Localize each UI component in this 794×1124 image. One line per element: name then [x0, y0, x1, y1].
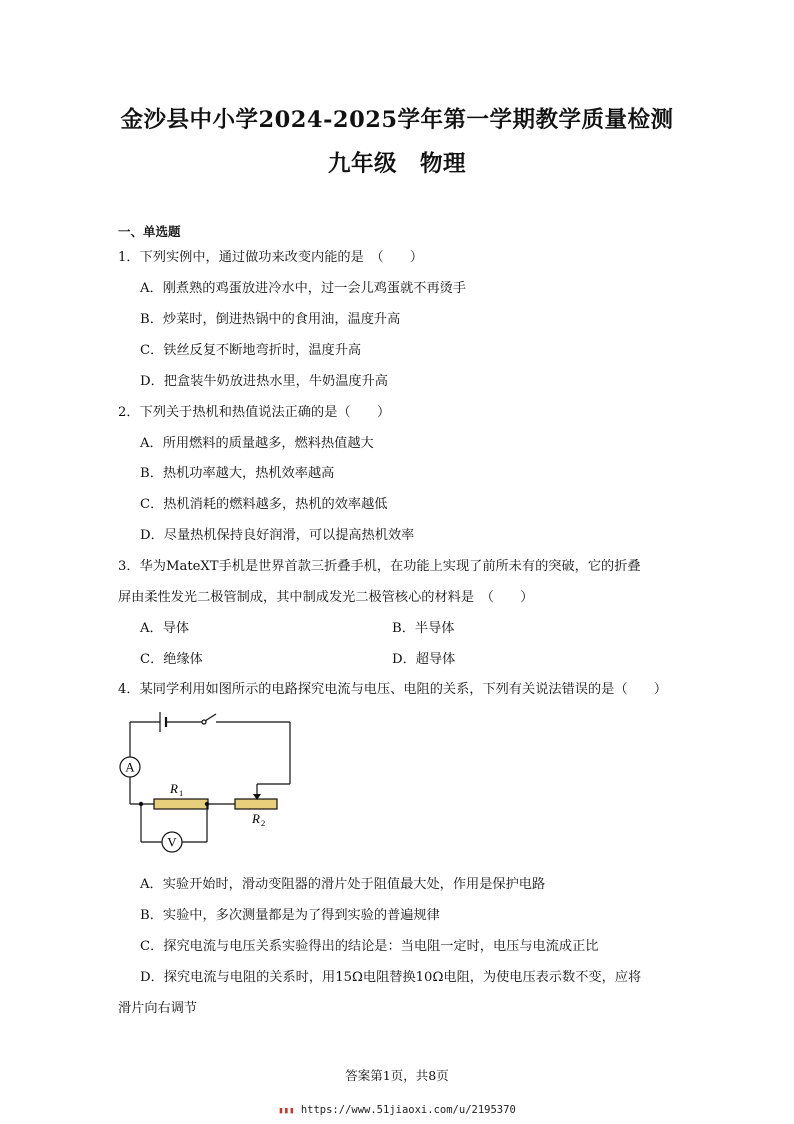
section-title: 一、单选题	[118, 224, 181, 239]
question-2-option-d: D．尽量热机保持良好润滑，可以提高热机效率	[140, 528, 415, 543]
question-1-option-c: C．铁丝反复不断地弯折时，温度升高	[140, 343, 362, 358]
watermark-url[interactable]: https://www.51jiaoxi.com/u/2195370	[300, 1104, 516, 1116]
r1-subscript: 1	[179, 788, 184, 798]
question-4-option-c: C．探究电流与电压关系实验得出的结论是：当电阻一定时，电压与电流成正比	[140, 939, 599, 954]
voltmeter-label: V	[167, 834, 177, 850]
junction-left	[139, 802, 143, 806]
question-4-option-d-line-1: D．探究电流与电阻的关系时，用15Ω电阻替换10Ω电阻，为使电压表示数不变，应将	[140, 970, 642, 985]
question-4-option-b: B．实验中，多次测量都是为了得到实验的普遍规律	[140, 908, 440, 923]
switch-blade	[205, 714, 216, 721]
watermark-logo-icon: ▮▮▮	[278, 1106, 295, 1116]
ammeter-label: A	[125, 759, 135, 775]
r2-label: R	[252, 811, 260, 826]
junction-right	[205, 802, 209, 806]
question-2-stem: 2．下列关于热机和热值说法正确的是（ ）	[118, 405, 391, 420]
page-number: 答案第1页，共8页	[345, 1068, 449, 1083]
question-4-option-d-line-2: 滑片向右调节	[118, 1001, 198, 1016]
question-4-stem: 4．某同学利用如图所示的电路探究电流与电压、电阻的关系，下列有关说法错误的是（ ）	[118, 682, 668, 697]
question-2-option-a: A．所用燃料的质量越多，燃料热值越大	[140, 436, 374, 451]
question-1-option-b: B．炒菜时，倒进热锅中的食用油，温度升高	[140, 312, 401, 327]
question-1-stem: 1．下列实例中，通过做功来改变内能的是 （ ）	[118, 250, 424, 265]
question-1-option-d: D．把盒装牛奶放进热水里，牛奶温度升高	[140, 374, 388, 389]
question-3-option-b: B．半导体	[392, 621, 455, 636]
question-2-option-b: B．热机功率越大，热机效率越高	[140, 466, 335, 481]
resistor-r2	[235, 799, 277, 809]
question-3-option-d: D．超导体	[392, 652, 456, 667]
question-3-option-a: A．导体	[140, 621, 190, 636]
circuit-diagram	[110, 706, 310, 858]
page-title: 金沙县中小学2024-2025学年第一学期教学质量检测	[120, 107, 674, 133]
question-2-option-c: C．热机消耗的燃料越多，热机的效率越低	[140, 497, 388, 512]
question-3-stem-line-2: 屏由柔性发光二极管制成，其中制成发光二极管核心的材料是 （ ）	[118, 590, 534, 605]
page-subtitle: 九年级 物理	[327, 151, 466, 177]
question-4-option-a: A．实验开始时，滑动变阻器的滑片处于阻值最大处，作用是保护电路	[140, 877, 546, 892]
r2-subscript: 2	[261, 818, 266, 828]
watermark	[0, 1104, 794, 1116]
question-3-option-c: C．绝缘体	[140, 652, 203, 667]
question-3-stem-line-1: 3．华为MateXT手机是世界首款三折叠手机，在功能上实现了前所未有的突破，它的折叠	[118, 559, 641, 574]
question-1-option-a: A．刚煮熟的鸡蛋放进冷水中，过一会儿鸡蛋就不再烫手	[140, 281, 467, 296]
r1-label: R	[170, 781, 178, 796]
resistor-r1	[154, 799, 208, 809]
